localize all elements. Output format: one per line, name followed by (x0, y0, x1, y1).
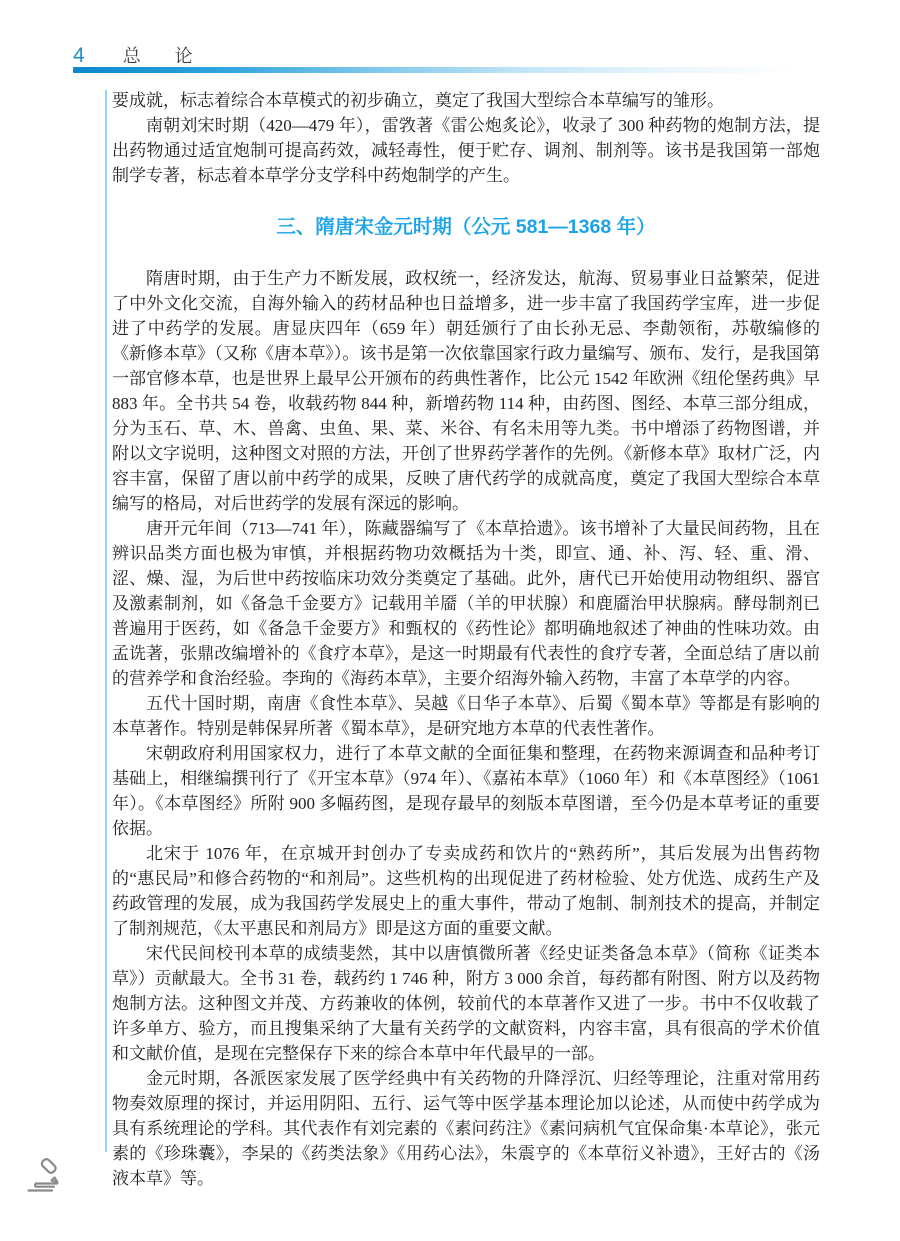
page-number: 4 (73, 44, 85, 67)
header-rule (73, 67, 860, 73)
paragraph: 宋朝政府利用国家权力，进行了本草文献的全面征集和整理，在药物来源调查和品种考订基础上，相继编撰刊行了《开宝本草》（974 年）、《嘉祐本草》（1060 年）和《本草图经》（1061 年）。《本草图经》所附 900 多幅药图，是现存最早的刻版本草图谱，至今仍是本草考证的重要依据。 (112, 744, 820, 838)
paragraph: 唐开元年间（713—741 年），陈藏器编写了《本草拾遗》。该书增补了大量民间药物，且在辨识品类方面也极为审慎，并根据药物功效概括为十类，即宣、通、补、泻、轻、重、滑、涩、燥、湿，为后世中药按临床功效分类奠定了基础。此外，唐代已开始使用动物组织、器官及激素制剂，如《备急千金要方》记载用羊靥（羊的甲状腺）和鹿靥治甲状腺病。酵母制剂已普遍用于医药，如《备急千金要方》和甄权的《药性论》都明确地叙述了神曲的性味功效。由孟诜著，张鼎改编增补的《食疗本草》，是这一时期最有代表性的食疗专著，全面总结了唐以前的营养学和食治经验。李珣的《海药本草》，主要介绍海外输入药物，丰富了本草学的内容。 (112, 519, 820, 688)
section-heading: 三、隋唐宋金元时期（公元 581—1368 年） (276, 216, 656, 238)
paragraph: 金元时期，各派医家发展了医学经典中有关药物的升降浮沉、归经等理论，注重对常用药物奏效原理的探讨，并运用阴阳、五行、运气等中医学基本理论加以论述，从而使中药学成为具有系统理论的学科。其代表作有刘完素的《素问药注》《素问病机气宜保命集·本草论》，张元素的《珍珠囊》，李杲的《药类法象》《用药心法》，朱震亨的《本草衍义补遗》，王好古的《汤液本草》等。 (112, 1069, 820, 1188)
paragraph: 南朝刘宋时期（420—479 年），雷敩著《雷公炮炙论》，收录了 300 种药物的炮制方法，提出药物通过适宜炮制可提高药效，减轻毒性，便于贮存、调剂、制剂等。该书是我国第一部炮制学专著，标志着本草学分支学科中药炮制学的产生。 (112, 116, 820, 185)
page-content (112, 88, 820, 1191)
left-accent-line (105, 90, 107, 1152)
chapter-title: 总 论 (122, 46, 201, 66)
paragraph: 北宋于 1076 年，在京城开封创办了专卖成药和饮片的“熟药所”，其后发展为出售药物的“惠民局”和修合药物的“和剂局”。这些机构的出现促进了药材检验、处方优选、成药生产及药政管理的发展，成为我国药学发展史上的重大事件，带动了炮制、制剂技术的提高，并制定了制剂规范，《太平惠民和剂局方》即是这方面的重要文献。 (112, 844, 820, 938)
paragraph: 宋代民间校刊本草的成绩斐然，其中以唐慎微所著《经史证类备急本草》（简称《证类本草》）贡献最大。全书 31 卷，载药约 1 746 种，附方 3 000 余首，每药都有附图、附方以及药物炮制方法。这种图文并茂、方药兼收的体例，较前代的本草著作又进了一步。书中不仅收载了许多单方、验方，而且搜集采纳了大量有关药学的文献资料，内容丰富，具有很高的学术价值和文献价值，是现在完整保存下来的综合本草中年代最早的一部。 (112, 944, 820, 1063)
paragraph-continuation: 要成就，标志着综合本草模式的初步确立，奠定了我国大型综合本草编写的雏形。 (112, 91, 724, 110)
footer-mark (24, 1157, 74, 1199)
paragraph: 隋唐时期，由于生产力不断发展，政权统一，经济发达，航海、贸易事业日益繁荣，促进了中外文化交流，自海外输入的药材品种也日益增多，进一步丰富了我国药学宝库，进一步促进了中药学的发展。唐显庆四年（659 年）朝廷颁行了由长孙无忌、李勣领衔，苏敬编修的《新修本草》（又称《唐本草》）。该书是第一次依靠国家行政力量编写、颁布、发行，是我国第一部官修本草，也是世界上最早公开颁布的药典性著作，比公元 1542 年欧洲《纽伦堡药典》早 883 年。全书共 54 卷，收载药物 844 种，新增药物 114 种，由药图、图经、本草三部分组成，分为玉石、草、木、兽禽、虫鱼、果、菜、米谷、有名未用等九类。书中增添了药物图谱，并附以文字说明，这种图文对照的方法，开创了世界药学著作的先例。《新修本草》取材广泛，内容丰富，保留了唐以前中药学的成果，反映了唐代药学的成就高度，奠定了我国大型综合本草编写的格局，对后世药学的发展有深远的影响。 (112, 269, 820, 513)
running-header (73, 42, 863, 74)
pen-writing-icon (24, 1157, 74, 1199)
paragraph: 五代十国时期，南唐《食性本草》、吴越《日华子本草》、后蜀《蜀本草》等都是有影响的本草著作。特别是韩保昇所著《蜀本草》，是研究地方本草的代表性著作。 (112, 694, 820, 738)
